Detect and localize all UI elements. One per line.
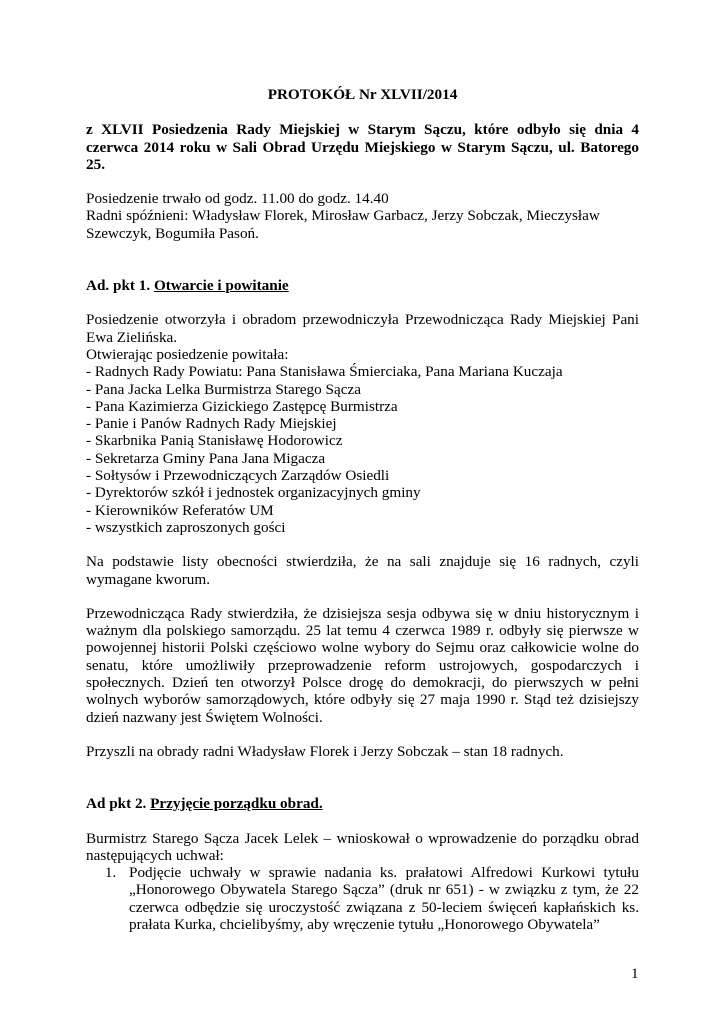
list-item: - Skarbnika Panią Stanisławę Hodorowicz (86, 432, 343, 450)
greeting-list (86, 363, 639, 536)
section-2-prefix: Ad pkt 2. (86, 795, 147, 813)
page-number: 1 (631, 965, 639, 982)
late-members: Radni spóźnieni: Władysław Florek, Mirosław Garbacz, Jerzy Sobczak, Mieczysław Szewczyk, Bogumiła Pasoń. (86, 207, 600, 242)
opening-paragraph: Posiedzenie otworzyła i obradom przewodniczyła Przewodnicząca Rady Miejskiej Pani Ewa Zielińska. (86, 311, 639, 346)
section-2-intro: Burmistrz Starego Sącza Jacek Lelek – wnioskował o wprowadzenie do porządku obrad następujących uchwał: (86, 829, 639, 864)
quorum-paragraph: Na podstawie listy obecności stwierdziła, że na sali znajduje się 16 radnych, czyli wymagane kworum. (86, 553, 639, 588)
agenda-list (86, 864, 639, 933)
document-title: PROTOKÓŁ Nr XLVII/2014 (267, 86, 458, 103)
list-item: - Radnych Rady Powiatu: Pana Stanisława Śmierciaka, Pana Mariana Kuczaja (86, 363, 563, 381)
list-item: - Sekretarza Gminy Pana Jana Migacza (86, 449, 326, 467)
document-body (86, 86, 639, 933)
section-1-heading (86, 277, 639, 294)
list-item: - Pana Kazimierza Gizickiego Zastępcę Burmistrza (86, 397, 398, 415)
section-2-title: Przyjęcie porządku obrad. (150, 795, 323, 813)
greeting-intro: Otwierając posiedzenie powitała: (86, 345, 289, 363)
meeting-time: Posiedzenie trwało od godz. 11.00 do godz. 14.40 (86, 190, 389, 208)
section-2-heading (86, 795, 639, 812)
section-1-prefix: Ad. pkt 1. (86, 277, 151, 295)
history-paragraph: Przewodnicząca Rady stwierdziła, że dzisiejsza sesja odbywa się w dniu historycznym i ważnym dla polskiego samorządu. 25 lat temu 4 czerwca 1989 r. odbyły się pierwsze w powojennej historii Polski częściowo wolne wybory do Sejmu oraz całkowicie wolne do senatu, które umożliwiły przeprowadzenie reform ustrojowych, gospodarczych i społecznych. Dzień ten otworzył Polsce drogę do demokracji, do pierwszych w pełni wolnych wyborów samorządowych, które odbyły się 27 maja 1990 r. Stąd też dzisiejszy dzień nazwany jest Świętem Wolności. (86, 604, 639, 726)
list-item: - Kierowników Referatów UM (86, 501, 274, 519)
arrivals-paragraph: Przyszli na obrady radni Władysław Florek i Jerzy Sobczak – stan 18 radnych. (86, 742, 564, 760)
section-1-title: Otwarcie i powitanie (153, 277, 289, 295)
list-item: 1. Podjęcie uchwały w sprawie nadania ks. prałatowi Alfredowi Kurkowi tytułu „Honorowego Obywatela Starego Sącza” (druk nr 651) - w związku z tym, że 22 czerwca odbędzie się uroczystość związana z 50-leciem święceń kapłańskich ks. prałata Kurka, chcielibyśmy, aby wręczenie tytułu „Honorowego Obywatela” (120, 864, 639, 933)
list-item: - Pana Jacka Lelka Burmistrza Starego Sącza (86, 380, 361, 398)
list-item: - Panie i Panów Radnych Rady Miejskiej (86, 415, 337, 433)
document-subtitle: z XLVII Posiedzenia Rady Miejskiej w Starym Sączu, które odbyło się dnia 4 czerwca 2014 roku w Sali Obrad Urzędu Miejskiego w Starym Sączu, ul. Batorego 25. (86, 121, 639, 173)
list-item: - Dyrektorów szkół i jednostek organizacyjnych gminy (86, 484, 421, 502)
list-item: - wszystkich zaproszonych gości (86, 518, 286, 536)
list-item: - Sołtysów i Przewodniczących Zarządów Osiedli (86, 467, 390, 485)
